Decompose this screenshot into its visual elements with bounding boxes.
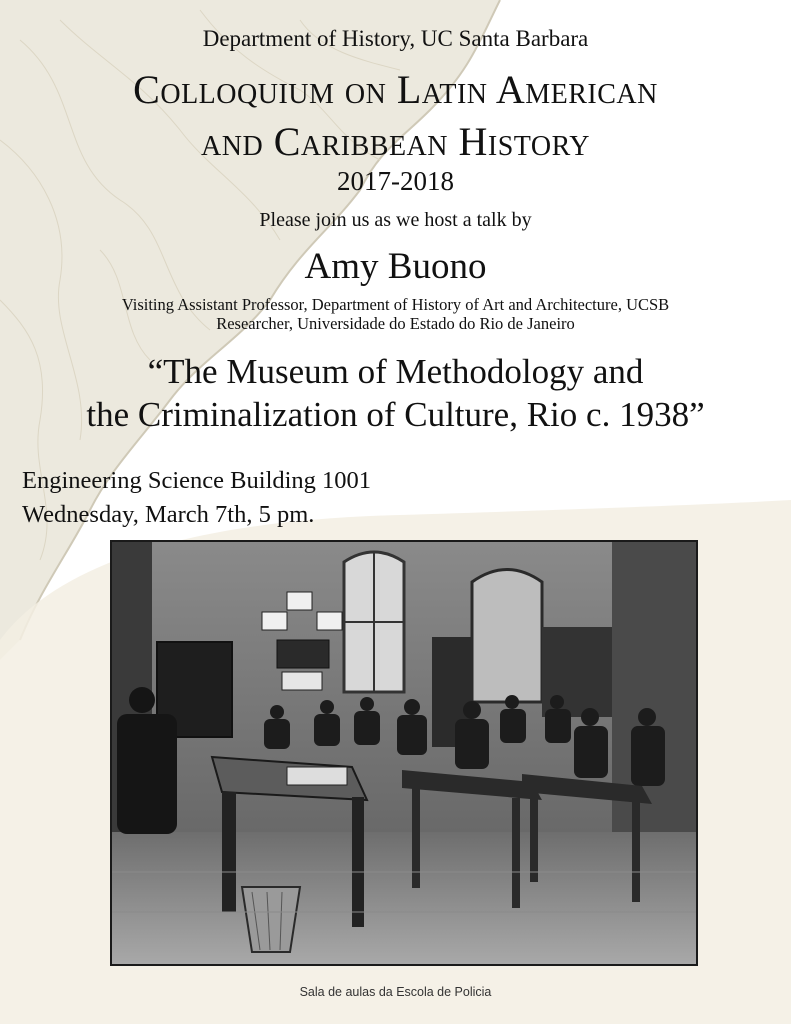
classroom-photo <box>110 540 698 966</box>
event-datetime: Wednesday, March 7th, 5 pm. <box>22 501 315 528</box>
talk-title-line2: the Criminalization of Culture, Rio c. 1938” <box>86 395 705 434</box>
talk-title <box>0 350 791 436</box>
speaker-name: Amy Buono <box>304 246 487 287</box>
speaker-affiliation <box>0 295 791 333</box>
affiliation-line1: Visiting Assistant Professor, Department of History of Art and Architecture, UCSB <box>121 295 670 314</box>
event-location: Engineering Science Building 1001 <box>22 467 372 494</box>
colloquium-title-line1: Colloquium on Latin American <box>133 67 658 112</box>
affiliation-line2: Researcher, Universidade do Estado do Rio de Janeiro <box>216 314 575 333</box>
photo-caption: Sala de aulas da Escola de Policia <box>299 985 492 999</box>
classroom-photo-icon <box>112 542 696 964</box>
academic-years: 2017-2018 <box>337 166 454 196</box>
colloquium-title-line2: and Caribbean History <box>201 119 590 164</box>
event-details <box>22 464 371 532</box>
talk-title-line1: “The Museum of Methodology and <box>147 352 644 391</box>
colloquium-title <box>0 64 791 168</box>
invite-text: Please join us as we host a talk by <box>259 209 532 231</box>
department-line: Department of History, UC Santa Barbara <box>202 26 589 51</box>
